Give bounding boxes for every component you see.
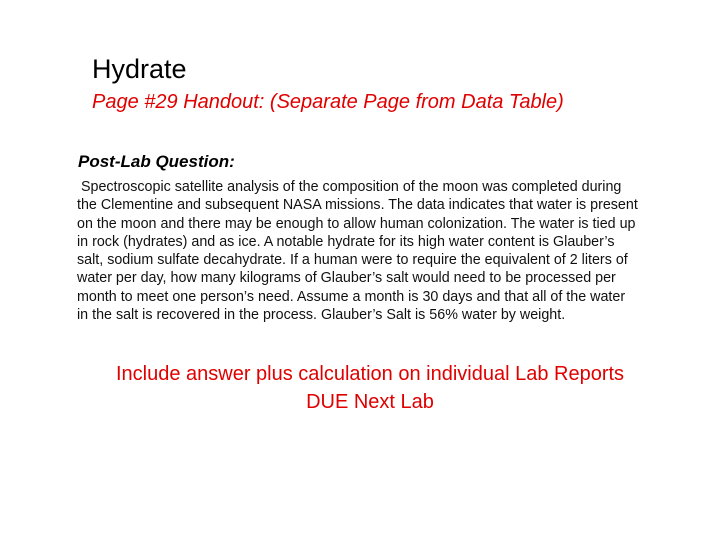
submission-instructions: [30, 360, 710, 416]
question-line: in rock (hydrates) and as ice. A notable hydrate for its high water content is Glauber’s: [77, 233, 615, 250]
question-line: water per day, how many kilograms of Glauber’s salt would need to be processed per: [77, 270, 616, 287]
question-line: on the moon and there may be enough to allow human colonization. The water is tied up: [77, 215, 636, 232]
question-line: in the salt is recovered in the process. Glauber’s Salt is 56% water by weight.: [77, 307, 566, 324]
instruction-line: Include answer plus calculation on individual Lab Reports: [115, 363, 625, 385]
post-lab-question-heading: Post-Lab Question:: [78, 152, 235, 171]
slide-title: Hydrate: [92, 54, 187, 84]
question-line: salt, sodium sulfate decahydrate. If a human were to require the equivalent of 2 liters of: [77, 252, 628, 269]
due-date-line: DUE Next Lab: [306, 391, 434, 413]
question-line: the Clementine and subsequent NASA missions. The data indicates that water is present: [77, 197, 638, 214]
slide-subtitle: Page #29 Handout: (Separate Page from Data Table): [92, 91, 564, 113]
question-line: month to meet one person’s need. Assume a month is 30 days and that all of the water: [77, 288, 626, 305]
post-lab-question-text: [77, 178, 709, 324]
question-line: Spectroscopic satellite analysis of the composition of the moon was completed during: [77, 179, 622, 195]
